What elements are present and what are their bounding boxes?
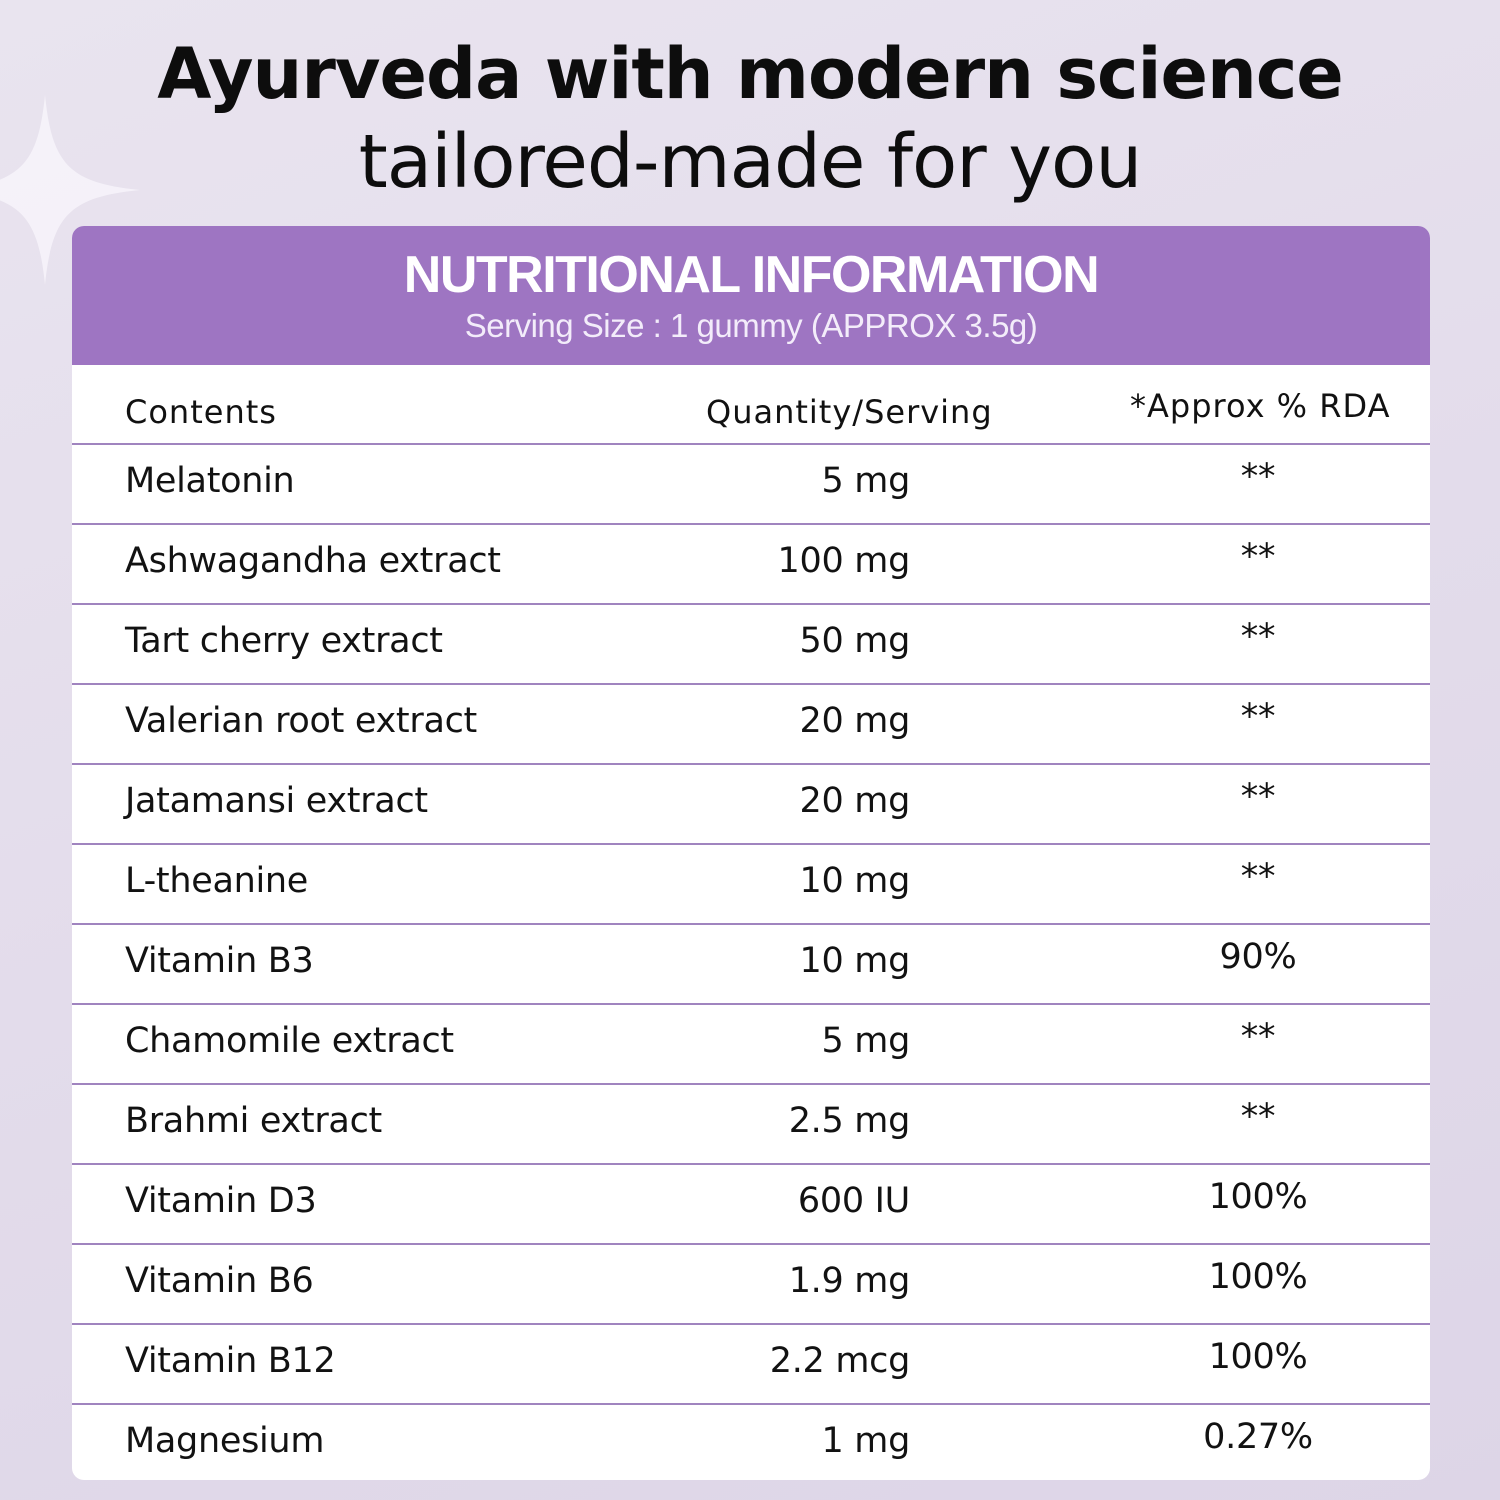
ingredient-name: Vitamin B6	[125, 1261, 314, 1301]
panel-title: NUTRITIONAL INFORMATION	[403, 246, 1099, 304]
table-row	[72, 1165, 1430, 1245]
table-row	[72, 685, 1430, 765]
table-row	[72, 1245, 1430, 1325]
ingredient-quantity: 20 mg	[799, 701, 910, 741]
table-row	[72, 445, 1430, 525]
ingredient-rda: 90%	[1219, 937, 1297, 977]
ingredient-rda: **	[1240, 857, 1276, 897]
ingredient-name: L-theanine	[125, 861, 309, 901]
ingredient-rda: 100%	[1208, 1177, 1308, 1217]
ingredient-name: Valerian root extract	[125, 701, 477, 741]
ingredient-quantity: 1 mg	[821, 1421, 910, 1461]
ingredient-rda: 0.27%	[1203, 1417, 1313, 1457]
table-row	[72, 1005, 1430, 1085]
table-row	[72, 1405, 1430, 1480]
table-row	[72, 1325, 1430, 1405]
ingredient-name: Tart cherry extract	[125, 621, 443, 661]
serving-size: Serving Size : 1 gummy (APPROX 3.5g)	[464, 307, 1038, 344]
ingredient-name: Vitamin D3	[125, 1181, 317, 1221]
table-body	[72, 445, 1430, 1480]
headline-line-1: Ayurveda with modern science	[157, 33, 1343, 115]
table-row	[72, 605, 1430, 685]
ingredient-rda: **	[1240, 1017, 1276, 1057]
header-contents: Contents	[125, 393, 277, 431]
ingredient-rda: **	[1240, 617, 1276, 657]
panel-header	[72, 226, 1430, 365]
ingredient-name: Jatamansi extract	[125, 781, 428, 821]
ingredient-quantity: 2.5 mg	[788, 1101, 910, 1141]
headline	[0, 30, 1500, 206]
ingredient-name: Vitamin B12	[125, 1341, 336, 1381]
ingredient-rda: **	[1240, 1097, 1276, 1137]
ingredient-rda: 100%	[1208, 1337, 1308, 1377]
table-row	[72, 845, 1430, 925]
ingredient-name: Chamomile extract	[125, 1021, 454, 1061]
ingredient-name: Ashwagandha extract	[125, 541, 501, 581]
ingredient-quantity: 5 mg	[821, 461, 910, 501]
ingredient-rda: 100%	[1208, 1257, 1308, 1297]
ingredient-name: Melatonin	[125, 461, 295, 501]
ingredient-rda: **	[1240, 537, 1276, 577]
ingredient-quantity: 10 mg	[799, 941, 910, 981]
ingredient-rda: **	[1240, 697, 1276, 737]
ingredient-quantity: 600 IU	[797, 1181, 910, 1221]
nutrition-panel	[72, 226, 1430, 1480]
table-row	[72, 765, 1430, 845]
ingredient-rda: **	[1240, 777, 1276, 817]
table-row	[72, 1085, 1430, 1165]
header-rda: *Approx % RDA	[1130, 387, 1391, 425]
ingredient-quantity: 2.2 mcg	[769, 1341, 910, 1381]
table-row	[72, 525, 1430, 605]
table-row	[72, 925, 1430, 1005]
ingredient-quantity: 50 mg	[799, 621, 910, 661]
ingredient-quantity: 10 mg	[799, 861, 910, 901]
headline-line-2: tailored-made for you	[358, 119, 1142, 205]
ingredient-quantity: 5 mg	[821, 1021, 910, 1061]
header-quantity: Quantity/Serving	[706, 393, 993, 431]
table-header-row	[72, 365, 1430, 445]
ingredient-rda: **	[1240, 457, 1276, 497]
ingredient-name: Brahmi extract	[125, 1101, 382, 1141]
ingredient-quantity: 1.9 mg	[788, 1261, 910, 1301]
ingredient-name: Vitamin B3	[125, 941, 314, 981]
ingredient-quantity: 20 mg	[799, 781, 910, 821]
ingredient-name: Magnesium	[125, 1421, 325, 1461]
ingredient-quantity: 100 mg	[777, 541, 910, 581]
